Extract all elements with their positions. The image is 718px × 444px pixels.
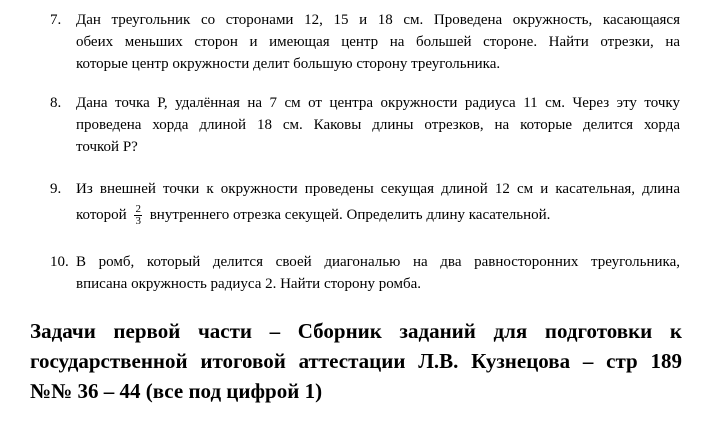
problem-text [76,251,680,295]
problem-text [76,92,680,158]
problem-line: Дан треугольник со сторонами 12, 15 и 18 см. Проведена окружность, касающаяся [76,12,680,28]
fraction-denominator: 3 [135,215,141,228]
problem-line-end: внутреннего отрезка секущей. Определить длину касательной. [149,207,551,223]
problem-line: Дана точка P, удалённая на 7 см от центра окружности радиуса 11 см. Через эту точку [76,95,680,111]
problem-line: В ромб, который делится своей диагональю на два равносторонних треугольника, [76,254,680,270]
problem-number: 10. [50,254,69,270]
source-note-line: Задачи первой части – Сборник заданий для подготовки к [30,319,682,343]
problem-number: 8. [50,95,62,111]
problem-line: обеих меньших сторон и имеющая центр на большей стороне. Найти отрезки, на [76,34,680,50]
problem-line: которые центр окружности делит большую сторону треугольника. [76,56,501,72]
source-note-line: №№ 36 – 44 (все под цифрой 1) [30,379,323,403]
problem-line-start: которой [76,207,127,223]
problem-number: 9. [50,181,62,197]
problem-text [76,178,680,227]
problem-line: Из внешней точки к окружности проведены секущая длиной 12 см и касательная, длина [76,181,680,197]
problem-line: вписана окружность радиуса 2. Найти сторону ромба. [76,276,421,292]
problem-8 [50,92,680,158]
fraction-numerator: 2 [135,203,141,216]
fraction [134,204,142,227]
problem-9 [50,178,680,227]
problem-10 [50,251,680,295]
source-note [30,316,682,406]
problem-7 [50,9,680,75]
problem-line: проведена хорда длиной 18 см. Каковы длины отрезков, на которые делится хорда [76,117,680,133]
problem-number: 7. [50,12,62,28]
problem-line [76,204,680,227]
problem-line: точкой P? [76,139,138,155]
problem-text [76,9,680,75]
source-note-line: государственной итоговой аттестации Л.В. Кузнецова – стр 189 [30,349,682,373]
